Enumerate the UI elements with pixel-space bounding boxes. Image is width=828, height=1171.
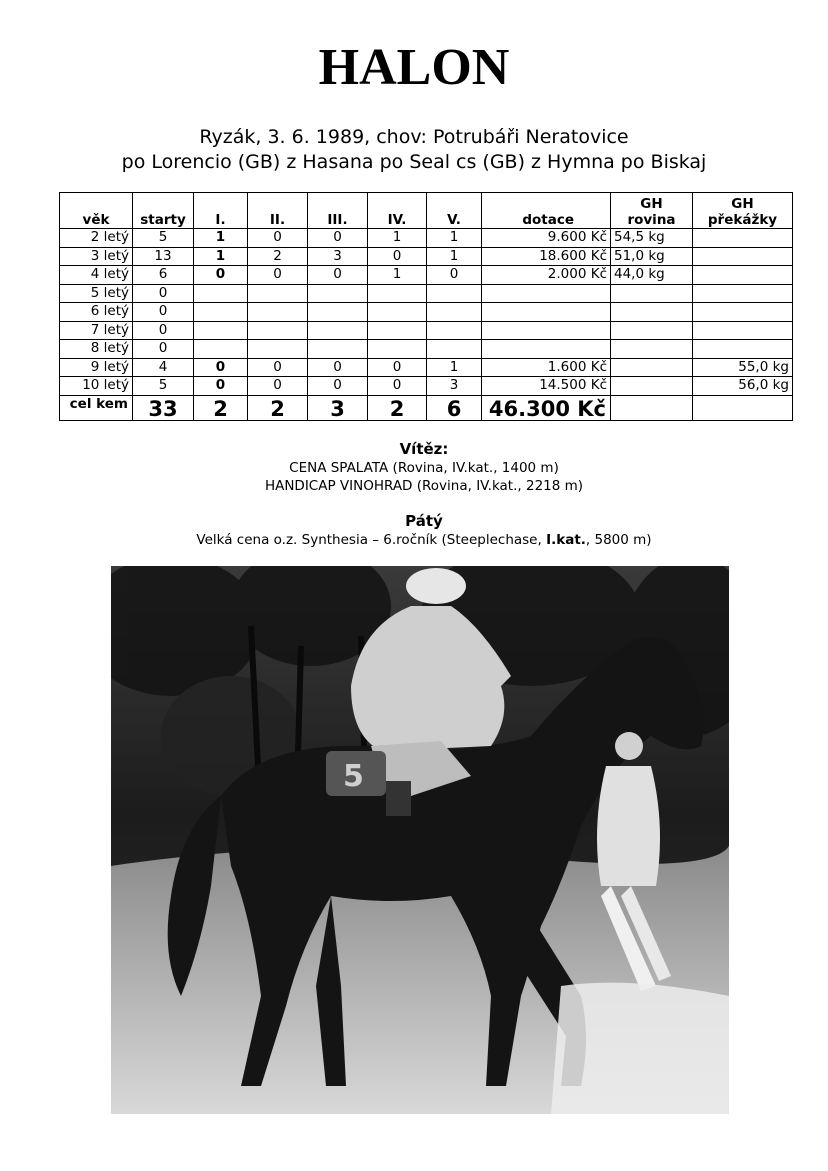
horse-name-title: HALON (318, 39, 510, 96)
cell-starts: 5 (133, 377, 194, 396)
saddle-cloth (326, 751, 386, 796)
table-row (60, 229, 793, 248)
cell-age: 6 letý (60, 303, 133, 322)
cell-first: 0 (194, 358, 248, 377)
cell-total-second: 2 (248, 395, 308, 420)
cell-total-fourth: 2 (368, 395, 427, 420)
cell-gh-jump (693, 284, 793, 303)
cell-starts: 6 (133, 266, 194, 285)
cell-first: 1 (194, 229, 248, 248)
cell-total-starts: 33 (133, 395, 194, 420)
table-row (60, 266, 793, 285)
cell-gh-flat: 44,0 kg (611, 266, 693, 285)
winner-race: HANDICAP VINOHRAD (Rovina, IV.kat., 2218 m) (264, 478, 584, 494)
table-row (60, 377, 793, 396)
cell-fifth: 1 (427, 229, 482, 248)
cell-fourth (368, 340, 427, 359)
cell-prize: 1.600 Kč (482, 358, 611, 377)
cell-gh-jump (693, 340, 793, 359)
horse-with-jockey-photo (111, 566, 729, 1114)
cell-total-gh-flat (611, 395, 693, 420)
cell-fourth: 1 (368, 229, 427, 248)
cell-fifth (427, 284, 482, 303)
cell-prize (482, 303, 611, 322)
cell-prize (482, 284, 611, 303)
cell-fifth: 1 (427, 358, 482, 377)
cell-fifth (427, 303, 482, 322)
cell-first (194, 303, 248, 322)
cell-gh-jump (693, 303, 793, 322)
cell-fourth: 0 (368, 358, 427, 377)
winner-race: CENA SPALATA (Rovina, IV.kat., 1400 m) (289, 460, 559, 476)
cell-third: 0 (308, 377, 368, 396)
cell-fifth (427, 340, 482, 359)
header-gh-jump (693, 193, 793, 229)
race-statistics-table (59, 192, 793, 421)
cell-gh-flat (611, 340, 693, 359)
cell-first: 0 (194, 377, 248, 396)
cell-gh-jump: 55,0 kg (693, 358, 793, 377)
header-prize: dotace (482, 193, 611, 229)
cell-starts: 13 (133, 247, 194, 266)
cell-total-prize: 46.300 Kč (482, 395, 611, 420)
cell-age: 3 letý (60, 247, 133, 266)
cell-second: 0 (248, 266, 308, 285)
cell-third: 3 (308, 247, 368, 266)
cell-age: 10 letý (60, 377, 133, 396)
foreground-highlight (551, 983, 729, 1114)
cell-prize: 14.500 Kč (482, 377, 611, 396)
cell-total-fifth: 6 (427, 395, 482, 420)
table-body (60, 229, 793, 421)
table-row (60, 303, 793, 322)
cell-age: 2 letý (60, 229, 133, 248)
cell-gh-flat: 54,5 kg (611, 229, 693, 248)
cell-second: 0 (248, 377, 308, 396)
winner-heading: Vítěz: (399, 440, 449, 458)
cell-fourth: 1 (368, 266, 427, 285)
fifth-race-text-end: , 5800 m) (585, 532, 652, 548)
cell-gh-flat (611, 377, 693, 396)
cell-second (248, 284, 308, 303)
header-gh-flat (611, 193, 693, 229)
fifth-race-category: I.kat. (546, 532, 586, 548)
cell-total-gh-jump (693, 395, 793, 420)
cell-third (308, 340, 368, 359)
table-row (60, 358, 793, 377)
cell-gh-flat (611, 321, 693, 340)
cell-age: 9 letý (60, 358, 133, 377)
cell-starts: 5 (133, 229, 194, 248)
photo-illustration (111, 566, 729, 1114)
cell-fifth (427, 321, 482, 340)
pedigree-line: po Lorencio (GB) z Hasana po Seal cs (GB) z Hymna po Biskaj (121, 151, 707, 173)
cell-age: 5 letý (60, 284, 133, 303)
table-header-row (60, 193, 793, 229)
cell-starts: 0 (133, 303, 194, 322)
cell-fourth: 0 (368, 247, 427, 266)
cell-fifth: 1 (427, 247, 482, 266)
header-fifth: V. (427, 193, 482, 229)
table-row (60, 247, 793, 266)
cell-fifth: 3 (427, 377, 482, 396)
header-starts: starty (133, 193, 194, 229)
cell-starts: 0 (133, 284, 194, 303)
fifth-place-race (0, 532, 828, 548)
cell-third: 0 (308, 229, 368, 248)
cell-gh-flat (611, 358, 693, 377)
cell-first (194, 340, 248, 359)
table-row (60, 284, 793, 303)
cell-total-first: 2 (194, 395, 248, 420)
header-gh-jump-line1: GH (731, 196, 754, 212)
cell-total-third: 3 (308, 395, 368, 420)
cell-second (248, 321, 308, 340)
cell-prize (482, 340, 611, 359)
cell-gh-flat (611, 303, 693, 322)
header-gh-jump-line2: překážky (707, 212, 778, 228)
cell-third (308, 303, 368, 322)
cell-third: 0 (308, 266, 368, 285)
fifth-place-heading: Pátý (405, 512, 443, 530)
header-gh-flat-line2: rovina (627, 212, 676, 228)
cell-second: 0 (248, 229, 308, 248)
cell-starts: 0 (133, 340, 194, 359)
cell-third (308, 284, 368, 303)
cell-second (248, 340, 308, 359)
table-row (60, 321, 793, 340)
cell-third (308, 321, 368, 340)
cell-prize: 18.600 Kč (482, 247, 611, 266)
cell-total-label: cel kem (60, 395, 133, 420)
table-total-row (60, 395, 793, 420)
header-age: věk (60, 193, 133, 229)
cell-fourth (368, 321, 427, 340)
cell-first (194, 284, 248, 303)
cell-gh-jump (693, 266, 793, 285)
cell-starts: 0 (133, 321, 194, 340)
cell-second (248, 303, 308, 322)
header-first: I. (194, 193, 248, 229)
cell-age: 7 letý (60, 321, 133, 340)
cell-prize: 9.600 Kč (482, 229, 611, 248)
cell-prize: 2.000 Kč (482, 266, 611, 285)
table-row (60, 340, 793, 359)
horse-details-line: Ryzák, 3. 6. 1989, chov: Potrubáři Neratovice (199, 126, 629, 148)
cell-first (194, 321, 248, 340)
cell-fifth: 0 (427, 266, 482, 285)
header-gh-flat-line1: GH (640, 196, 663, 212)
cell-gh-jump (693, 229, 793, 248)
header-third: III. (308, 193, 368, 229)
cell-gh-flat (611, 284, 693, 303)
cell-age: 4 letý (60, 266, 133, 285)
cell-fourth: 0 (368, 377, 427, 396)
cell-age: 8 letý (60, 340, 133, 359)
saddle-number: 5 (343, 759, 364, 794)
cell-gh-jump (693, 247, 793, 266)
cell-gh-jump (693, 321, 793, 340)
cell-fourth (368, 303, 427, 322)
cell-gh-flat: 51,0 kg (611, 247, 693, 266)
fifth-race-text-start: Velká cena o.z. Synthesia – 6.ročník (Steeplechase, (196, 532, 547, 548)
cell-first: 0 (194, 266, 248, 285)
cell-third: 0 (308, 358, 368, 377)
cell-gh-jump: 56,0 kg (693, 377, 793, 396)
cell-prize (482, 321, 611, 340)
header-second: II. (248, 193, 308, 229)
cell-fourth (368, 284, 427, 303)
header-fourth: IV. (368, 193, 427, 229)
cell-second: 2 (248, 247, 308, 266)
cell-starts: 4 (133, 358, 194, 377)
cell-first: 1 (194, 247, 248, 266)
cell-second: 0 (248, 358, 308, 377)
